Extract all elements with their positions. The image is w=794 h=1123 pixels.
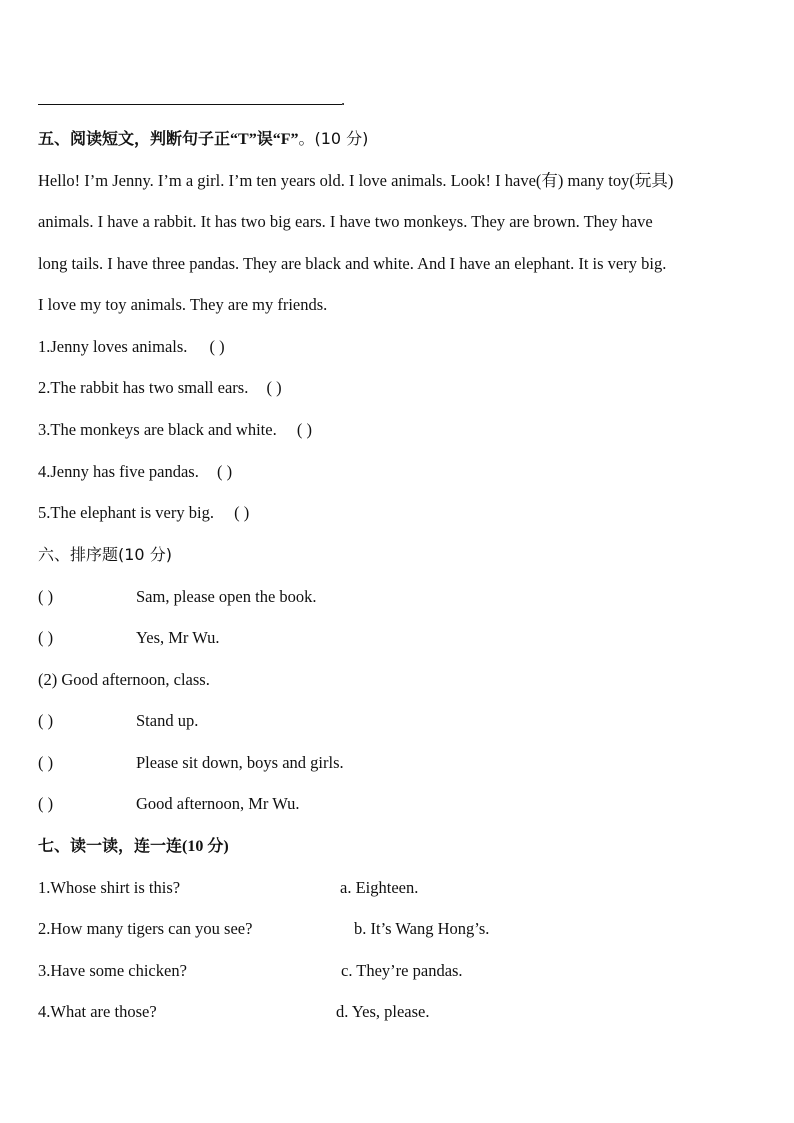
- answer-blank-line[interactable]: [38, 104, 342, 105]
- order-item-text: Please sit down, boys and girls.: [136, 753, 344, 772]
- order-item-text: Sam, please open the book.: [136, 587, 317, 606]
- answer-parentheses[interactable]: ( ): [296, 420, 312, 439]
- section-5-heading-text: 五、阅读短文，判断句子正: [38, 129, 231, 148]
- section-5-heading: [38, 128, 368, 151]
- order-item-4: [38, 710, 198, 732]
- order-item-text: Good afternoon, Mr Wu.: [136, 794, 300, 813]
- order-item-3: [38, 669, 210, 691]
- section-7-heading: [38, 835, 229, 858]
- section-7-score: (10 分): [182, 838, 229, 855]
- match-question-4[interactable]: 4.What are those?: [38, 1002, 157, 1021]
- match-question-3[interactable]: 3.Have some chicken?: [38, 961, 187, 980]
- passage-line-3: long tails. I have three pandas. They are black and white. And I have an elephant. It is very big.: [38, 254, 667, 273]
- answer-parentheses[interactable]: ( ): [266, 378, 282, 397]
- tf-item-5: [38, 502, 249, 524]
- tf-item-text: 3.The monkeys are black and white.: [38, 420, 277, 439]
- section-6-heading: 六、排序题(10 分): [38, 545, 172, 564]
- order-item-6: [38, 793, 300, 815]
- answer-blank-period: .: [341, 90, 346, 109]
- match-answer-d[interactable]: d. Yes, please.: [336, 1002, 430, 1021]
- match-question-1[interactable]: 1.Whose shirt is this?: [38, 878, 181, 897]
- order-parentheses[interactable]: ( ): [38, 711, 54, 730]
- order-item-text: Stand up.: [136, 711, 199, 730]
- order-item-text: Good afternoon, class.: [61, 670, 210, 689]
- passage-line-4: I love my toy animals. They are my friends.: [38, 295, 328, 314]
- tf-item-text: 4.Jenny has five pandas.: [38, 462, 199, 481]
- tf-item-4: [38, 461, 232, 483]
- tf-item-2: [38, 377, 282, 399]
- match-question-2[interactable]: 2.How many tigers can you see?: [38, 919, 253, 938]
- order-number: (2): [38, 670, 58, 689]
- answer-parentheses[interactable]: ( ): [216, 462, 233, 481]
- order-item-2: [38, 627, 220, 649]
- match-answer-b[interactable]: b. It’s Wang Hong’s.: [354, 919, 490, 938]
- passage-line-2: animals. I have a rabbit. It has two big ears. I have two monkeys. They are brown. They have: [38, 212, 653, 231]
- order-parentheses[interactable]: ( ): [38, 587, 54, 606]
- tf-item-text: 2.The rabbit has two small ears.: [38, 378, 249, 397]
- tf-item-text: 1.Jenny loves animals.: [38, 337, 188, 356]
- order-parentheses[interactable]: ( ): [38, 794, 54, 813]
- answer-parentheses[interactable]: ( ): [234, 503, 250, 522]
- order-item-5: [38, 752, 344, 774]
- order-item-1: [38, 586, 317, 608]
- order-parentheses[interactable]: ( ): [38, 628, 54, 647]
- answer-parentheses[interactable]: ( ): [209, 337, 225, 356]
- order-item-text: Yes, Mr Wu.: [136, 628, 220, 647]
- section-5-score: 。(10 分): [298, 129, 369, 148]
- false-mark: “F”: [272, 131, 299, 148]
- match-answer-a[interactable]: a. Eighteen.: [340, 878, 419, 897]
- section-5-heading-wrong: 误: [256, 129, 273, 148]
- tf-item-text: 5.The elephant is very big.: [38, 503, 214, 522]
- section-7-heading-text: 七、读一读，连一连: [38, 836, 183, 855]
- match-answer-c[interactable]: c. They’re pandas.: [341, 961, 463, 980]
- tf-item-1: [38, 336, 225, 358]
- true-mark: “T”: [230, 131, 257, 148]
- order-parentheses[interactable]: ( ): [38, 753, 54, 772]
- passage-line-1: Hello! I’m Jenny. I’m a girl. I’m ten years old. I love animals. Look! I have(有) many toy(玩具): [38, 171, 674, 190]
- tf-item-3: [38, 419, 312, 441]
